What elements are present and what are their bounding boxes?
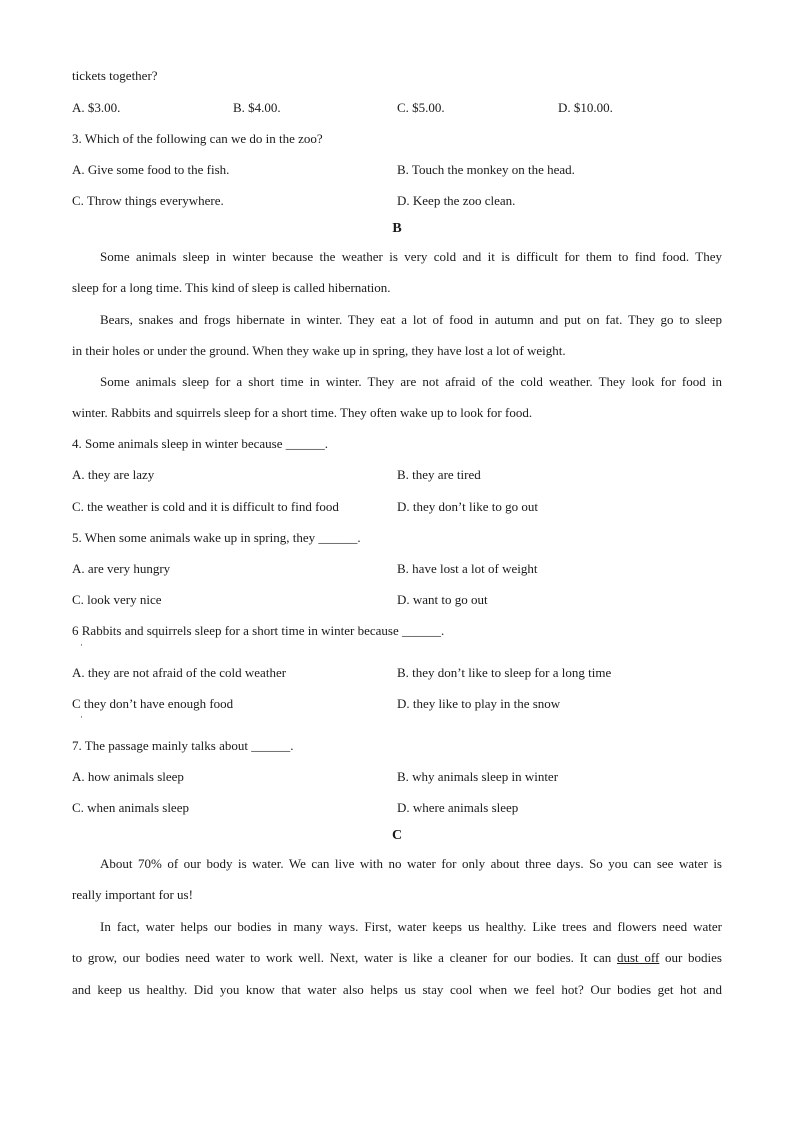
q7-option-d: D. where animals sleep (397, 800, 519, 815)
q5-option-d: D. want to go out (397, 592, 488, 607)
q6-question: 6 Rabbits and squirrels sleep for a short time in winter because ______. (72, 623, 445, 638)
c-paragraph-1-line-1: About 70% of our body is water. We can live with no water for only about three days. So you can see water is (100, 856, 722, 871)
q3-option-b: B. Touch the monkey on the head. (397, 162, 575, 177)
q6-option-c-dot: · (80, 712, 83, 722)
q3-option-a: A. Give some food to the fish. (72, 162, 230, 177)
b-paragraph-1-line-1: Some animals sleep in winter because the weather is very cold and it is difficult for them to find food. They (100, 249, 722, 264)
q4-option-a: A. they are lazy (72, 467, 155, 482)
b-paragraph-1-line-2: sleep for a long time. This kind of sleep is called hibernation. (72, 280, 391, 295)
q5-option-b: B. have lost a lot of weight (397, 561, 538, 576)
q2-option-a: A. $3.00. (72, 100, 121, 115)
q3-question: 3. Which of the following can we do in the zoo? (72, 131, 323, 146)
q7-option-b: B. why animals sleep in winter (397, 769, 559, 784)
q7-question: 7. The passage mainly talks about ______. (72, 738, 294, 753)
q5-option-c: C. look very nice (72, 592, 162, 607)
q2-option-b: B. $4.00. (233, 100, 281, 115)
q4-option-c: C. the weather is cold and it is difficult to find food (72, 499, 339, 514)
q4-option-b: B. they are tired (397, 467, 481, 482)
q6-stray-dot: · (80, 640, 83, 650)
section-c-heading: C (391, 828, 403, 843)
b-paragraph-3-line-1: Some animals sleep for a short time in winter. They are not afraid of the cold weather. They look for food in (100, 374, 722, 389)
c-paragraph-2-line-1: In fact, water helps our bodies in many ways. First, water keeps us healthy. Like trees and flowers need water (100, 919, 722, 934)
q3-option-c: C. Throw things everywhere. (72, 193, 224, 208)
q3-option-d: D. Keep the zoo clean. (397, 193, 516, 208)
c-paragraph-1-line-2: really important for us! (72, 887, 193, 902)
q6-option-a: A. they are not afraid of the cold weather (72, 665, 287, 680)
q2-continuation: tickets together? (72, 68, 158, 83)
c-line-2-after: our bodies (659, 950, 722, 965)
c-line-2-before: to grow, our bodies need water to work well. Next, water is like a cleaner for our bodies. It can (72, 950, 617, 965)
q7-option-a: A. how animals sleep (72, 769, 184, 784)
q6-option-d: D. they like to play in the snow (397, 696, 561, 711)
b-paragraph-2-line-2: in their holes or under the ground. When they wake up in spring, they have lost a lot of weight. (72, 343, 566, 358)
q4-question: 4. Some animals sleep in winter because ______. (72, 436, 328, 451)
b-paragraph-3-line-2: winter. Rabbits and squirrels sleep for a short time. They often wake up to look for food. (72, 405, 533, 420)
q2-option-c: C. $5.00. (397, 100, 445, 115)
q2-option-d: D. $10.00. (558, 100, 613, 115)
q7-option-c: C. when animals sleep (72, 800, 189, 815)
c-paragraph-2-line-3: and keep us healthy. Did you know that water also helps us stay cool when we feel hot? Our bodies get hot and (72, 982, 722, 997)
c-paragraph-2-line-2 (72, 950, 722, 966)
b-paragraph-2-line-1: Bears, snakes and frogs hibernate in winter. They eat a lot of food in autumn and put on fat. They go to sleep (100, 312, 722, 327)
q4-option-d: D. they don’t like to go out (397, 499, 538, 514)
underlined-phrase-dust-off: dust off (616, 950, 660, 965)
q6-option-c: C they don’t have enough food (72, 696, 234, 711)
q5-option-a: A. are very hungry (72, 561, 171, 576)
q5-question: 5. When some animals wake up in spring, they ______. (72, 530, 361, 545)
section-b-heading: B (392, 221, 402, 236)
q6-option-b: B. they don’t like to sleep for a long time (397, 665, 612, 680)
